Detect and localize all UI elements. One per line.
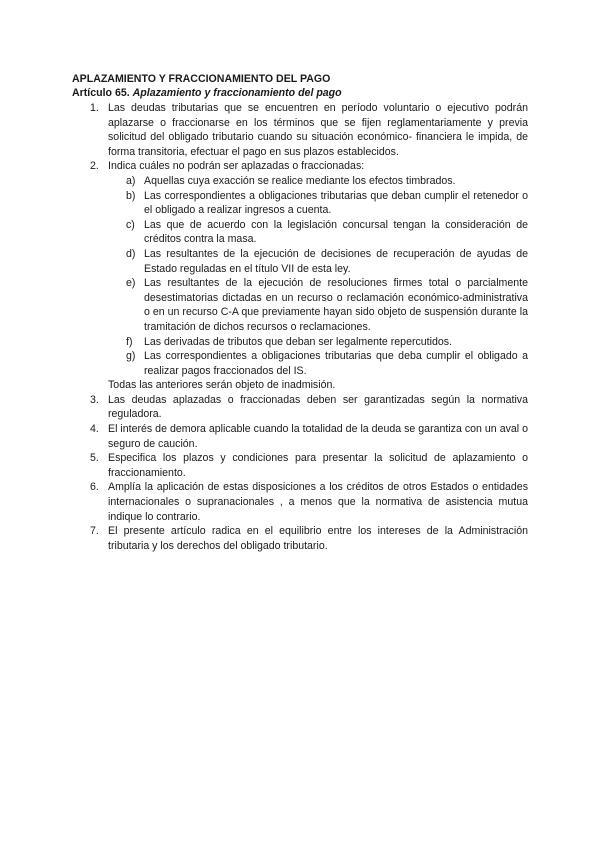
- sub-item-text: Las derivadas de tributos que deban ser legalmente repercutidos.: [144, 335, 452, 348]
- sub-item-text: Las resultantes de la ejecución de resoluciones firmes total o parcialmente desestimatorias dictadas en un recurso o reclamación económico-administrativa o en un recurso C-A que previamente hayan sido objeto de suspensión durante la tramitación de dichos recursos o reclamaciones.: [144, 277, 528, 333]
- item-number: 7.: [90, 525, 99, 538]
- item-text: Las deudas aplazadas o fraccionadas deben ser garantizadas según la normativa reguladora.: [108, 393, 528, 421]
- list-item: [72, 524, 528, 553]
- item-text: Amplía la aplicación de estas disposiciones a los créditos de otros Estados o entidades internacionales o supranacionales , a menos que la normativa de asistencia mutua indique lo contrario.: [108, 481, 528, 523]
- article-heading: [72, 86, 342, 101]
- sub-list-item: [72, 276, 528, 334]
- item-number: 3.: [90, 393, 99, 406]
- sub-list-item: [72, 189, 528, 218]
- sub-list-item: [72, 174, 528, 189]
- sub-item-letter: f): [126, 335, 133, 348]
- list-item: [72, 101, 528, 159]
- sub-list-item: [72, 349, 528, 378]
- sub-item-text: Las correspondientes a obligaciones tributarias que deban cumplir el retenedor o el obligado a realizar ingresos a cuenta.: [144, 189, 528, 217]
- sub-item-text: Las correspondientes a obligaciones tributarias que deba cumplir el obligado a realizar pagos fraccionados del IS.: [144, 350, 528, 377]
- section-heading: APLAZAMIENTO Y FRACCIONAMIENTO DEL PAGO: [72, 73, 331, 85]
- article-number: Artículo 65.: [72, 87, 130, 99]
- list-item: [72, 480, 528, 524]
- sub-list-item: [72, 335, 528, 350]
- list-item: [72, 422, 528, 451]
- sub-item-letter: b): [126, 189, 136, 202]
- item-number: 6.: [90, 481, 99, 494]
- sub-item-letter: d): [126, 247, 136, 260]
- article-body: [72, 101, 528, 553]
- sub-list-item: [72, 247, 528, 276]
- item-text: El interés de demora aplicable cuando la totalidad de la deuda se garantiza con un aval o seguro de caución.: [108, 423, 528, 450]
- item-text: Indica cuáles no podrán ser aplazadas o fraccionadas:: [108, 160, 365, 173]
- list-item: [72, 393, 528, 422]
- sub-item-text: Aquellas cuya exacción se realice mediante los efectos timbrados.: [144, 174, 456, 187]
- sub-item-text: Las que de acuerdo con la legislación concursal tengan la consideración de créditos contra la masa.: [144, 218, 528, 246]
- item-number: 5.: [90, 452, 99, 465]
- sub-item-letter: g): [126, 350, 136, 363]
- sub-item-letter: e): [126, 277, 136, 290]
- sub-item-text: Las resultantes de la ejecución de decisiones de recuperación de ayudas de Estado reguladas en el título VII de esta ley.: [144, 247, 528, 275]
- item-number: 1.: [90, 102, 99, 114]
- article-title: Aplazamiento y fraccionamiento del pago: [132, 87, 342, 99]
- item-number: 4.: [90, 423, 99, 436]
- list-item: [72, 451, 528, 480]
- list-item: [72, 159, 528, 174]
- sub-item-letter: a): [126, 174, 136, 187]
- item-text: Especifica los plazos y condiciones para presentar la solicitud de aplazamiento o fraccionamiento.: [108, 452, 528, 479]
- sub-item-letter: c): [126, 218, 135, 231]
- item-text: El presente artículo radica en el equilibrio entre los intereses de la Administración tributaria y los derechos del obligado tributario.: [108, 525, 528, 552]
- inadmission-note: Todas las anteriores serán objeto de inadmisión.: [108, 379, 336, 392]
- sub-list-item: [72, 218, 528, 247]
- item-text: Las deudas tributarias que se encuentren en período voluntario o ejecutivo podrán aplazarse o fraccionarse en los términos que se fijen reglamentariamente y previa solicitud del obligado tributario cuando su situación económico- financiera le impida, de forma transitoria, efectuar el pago en sus plazos establecidos.: [108, 102, 528, 158]
- item-number: 2.: [90, 160, 99, 173]
